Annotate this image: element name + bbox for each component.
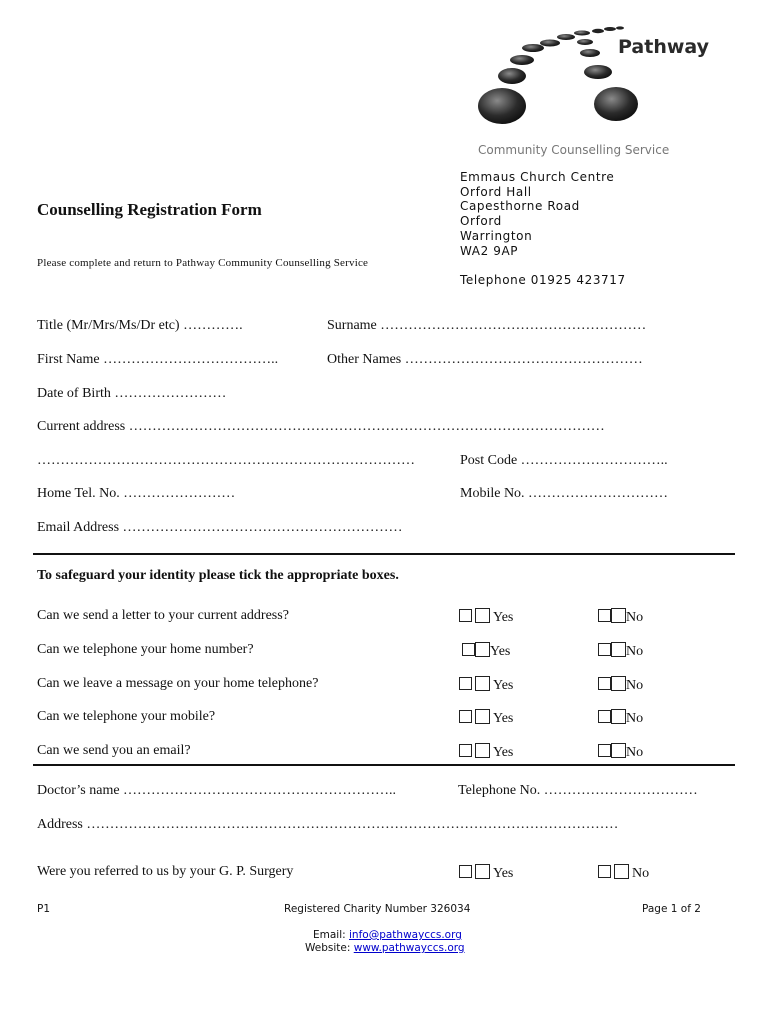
- doctor-address-field[interactable]: Address ……………………………………………………………………………………………………: [37, 817, 619, 832]
- mobile-field[interactable]: Mobile No. …………………………: [460, 486, 669, 501]
- yes-label: Yes: [493, 610, 514, 625]
- page-title: Counselling Registration Form: [37, 200, 262, 219]
- no-checkbox[interactable]: [598, 864, 649, 882]
- doctor-name-field[interactable]: Doctor’s name …………………………………………………..: [37, 783, 397, 798]
- instruction-text: Please complete and return to Pathway Community Counselling Service: [37, 257, 369, 269]
- logo-tagline: Community Counselling Service: [478, 143, 670, 157]
- no-label: No: [626, 745, 644, 760]
- no-label: No: [632, 866, 650, 881]
- no-checkbox[interactable]: [598, 642, 643, 660]
- first-name-field[interactable]: First Name ………………………………..: [37, 352, 279, 367]
- address-line: Emmaus Church Centre: [460, 170, 615, 184]
- question-text: Can we send you an email?: [37, 743, 191, 758]
- checkbox-icon: [459, 865, 472, 878]
- yes-checkbox[interactable]: [459, 743, 513, 761]
- checkbox-icon: [598, 710, 611, 723]
- address-line: Orford: [460, 214, 502, 229]
- address-line-2-field[interactable]: ………………………………………………………………………: [37, 453, 415, 468]
- question-text: Can we telephone your mobile?: [37, 709, 216, 724]
- checkbox-icon: [459, 609, 472, 622]
- page-code: P1: [37, 903, 51, 915]
- question-text: Can we leave a message on your home telephone?: [37, 676, 319, 691]
- checkbox-icon: [459, 677, 472, 690]
- address-line: Orford Hall: [460, 184, 532, 199]
- address-line: Capesthorne Road: [460, 199, 580, 214]
- no-checkbox[interactable]: [598, 676, 643, 694]
- home-tel-field[interactable]: Home Tel. No. ……………………: [37, 486, 236, 501]
- yes-checkbox[interactable]: [459, 676, 513, 694]
- section-divider: [33, 764, 735, 766]
- checkbox-icon: [475, 864, 490, 879]
- checkbox-icon: [598, 744, 611, 757]
- address-line: Warrington: [460, 228, 533, 243]
- checkbox-icon: [475, 743, 490, 758]
- referral-question: Were you referred to us by your G. P. Surgery: [37, 864, 294, 879]
- email-link[interactable]: info@pathwayccs.org: [349, 929, 462, 941]
- checkbox-icon: [614, 864, 629, 879]
- yes-label: Yes: [493, 678, 514, 693]
- safeguard-heading: To safeguard your identity please tick the appropriate boxes.: [37, 568, 399, 583]
- yes-checkbox[interactable]: [459, 864, 513, 882]
- checkbox-icon: [598, 609, 611, 622]
- section-divider: [33, 553, 735, 555]
- stepping-stones-icon: [470, 22, 640, 134]
- page-number: Page 1 of 2: [642, 903, 701, 915]
- question-text: Can we send a letter to your current address?: [37, 608, 289, 623]
- checkbox-icon: [598, 643, 611, 656]
- checkbox-icon: [459, 710, 472, 723]
- no-label: No: [626, 678, 644, 693]
- date-of-birth-field[interactable]: Date of Birth ……………………: [37, 386, 227, 401]
- no-label: No: [626, 610, 644, 625]
- checkbox-icon: [475, 608, 490, 623]
- website-label: Website:: [305, 942, 354, 954]
- yes-label: Yes: [493, 711, 514, 726]
- no-checkbox[interactable]: [598, 709, 643, 727]
- logo-brand: Pathway: [618, 36, 710, 58]
- checkbox-icon: [611, 642, 626, 657]
- address-line: WA2 9AP: [460, 243, 519, 258]
- checkbox-icon: [475, 642, 490, 657]
- checkbox-icon: [611, 676, 626, 691]
- charity-number: Registered Charity Number 326034: [284, 903, 471, 915]
- yes-label: Yes: [490, 644, 511, 659]
- checkbox-icon: [598, 865, 611, 878]
- checkbox-icon: [611, 709, 626, 724]
- checkbox-icon: [462, 643, 475, 656]
- checkbox-icon: [459, 744, 472, 757]
- footer-email: [313, 929, 462, 941]
- organisation-address: [460, 170, 614, 258]
- no-checkbox[interactable]: [598, 743, 643, 761]
- footer-website: [305, 942, 465, 954]
- current-address-field[interactable]: Current address …………………………………………………………………………………………: [37, 419, 605, 434]
- checkbox-icon: [611, 743, 626, 758]
- question-text: Can we telephone your home number?: [37, 642, 254, 657]
- email-label: Email:: [313, 929, 350, 941]
- no-checkbox[interactable]: [598, 608, 643, 626]
- checkbox-icon: [598, 677, 611, 690]
- yes-checkbox[interactable]: [459, 608, 513, 626]
- other-names-field[interactable]: Other Names ……………………………………………: [327, 352, 643, 367]
- email-field[interactable]: Email Address ……………………………………………………: [37, 520, 403, 535]
- yes-label: Yes: [493, 745, 514, 760]
- website-link[interactable]: www.pathwayccs.org: [353, 942, 465, 954]
- no-label: No: [626, 711, 644, 726]
- surname-field[interactable]: Surname …………………………………………………: [327, 318, 647, 333]
- doctor-telephone-field[interactable]: Telephone No. ……………………………: [458, 783, 698, 798]
- organisation-telephone: Telephone 01925 423717: [460, 273, 626, 287]
- yes-checkbox[interactable]: [462, 642, 510, 660]
- no-label: No: [626, 644, 644, 659]
- yes-checkbox[interactable]: [459, 709, 513, 727]
- yes-label: Yes: [493, 866, 514, 881]
- checkbox-icon: [475, 709, 490, 724]
- title-field[interactable]: Title (Mr/Mrs/Ms/Dr etc) ………….: [37, 318, 243, 333]
- checkbox-icon: [475, 676, 490, 691]
- post-code-field[interactable]: Post Code …………………………..: [460, 453, 668, 468]
- checkbox-icon: [611, 608, 626, 623]
